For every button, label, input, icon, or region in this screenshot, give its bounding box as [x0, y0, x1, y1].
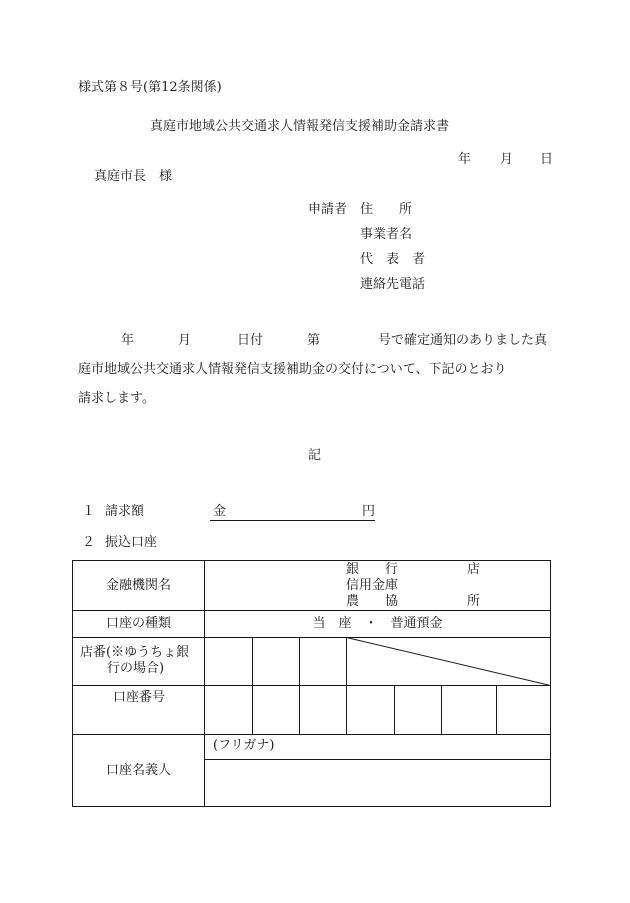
body-line2: 庭市地域公共交通求人情報発信支援補助金の交付について、下記のとおり: [78, 362, 507, 377]
table-label-divider: [204, 560, 205, 807]
ki-heading: 記: [308, 448, 322, 463]
body-day: 日付: [237, 333, 264, 348]
bank-name-label: 金融機関名: [105, 577, 171, 593]
account-number-divider: [496, 685, 497, 734]
branch-box-divider: [346, 637, 347, 685]
furigana-label: (フリガナ): [213, 738, 275, 753]
table-row-divider: [72, 685, 551, 686]
item2-number: ２: [82, 535, 96, 550]
date-day: 日: [540, 152, 554, 167]
applicant-label: 申請者: [308, 202, 348, 217]
body-dai: 第: [307, 333, 321, 348]
account-number-divider: [346, 685, 347, 734]
date-year: 年: [458, 152, 472, 167]
account-number-divider: [441, 685, 442, 734]
branch-number-label-line2: 行の場合): [107, 661, 165, 676]
item2-label: 振込口座: [105, 535, 158, 550]
item1-kin: 金: [213, 504, 227, 519]
bank-type-branch: 店: [467, 562, 481, 577]
applicant-business-name-label: 事業者名: [360, 227, 413, 242]
account-number-label: 口座番号: [113, 690, 166, 705]
form-number: 様式第８号(第12条関係): [78, 80, 222, 95]
addressee: 真庭市長 様: [94, 169, 173, 184]
applicant-representative-label: 代 表 者: [360, 252, 426, 267]
bank-type-office: 所: [467, 594, 481, 609]
branch-number-label-line1: 店番(※ゆうちょ銀: [80, 645, 190, 660]
amount-underline: [210, 520, 375, 521]
item1-en: 円: [362, 504, 376, 519]
body-year: 年: [121, 333, 135, 348]
applicant-address-label: 住 所: [360, 202, 413, 217]
furigana-divider: [204, 759, 551, 760]
bank-type-nokyo: 農 協: [346, 594, 399, 609]
body-line1-tail: 号で確定通知のありました真: [378, 333, 548, 348]
account-holder-label: 口座名義人: [105, 762, 171, 778]
body-line3: 請求します。: [78, 391, 155, 406]
table-border-bottom: [72, 806, 551, 807]
bank-type-shinkin: 信用金庫: [346, 578, 399, 593]
branch-box-divider: [299, 637, 300, 685]
applicant-contact-phone-label: 連絡先電話: [360, 277, 426, 292]
account-type-label: 口座の種類: [105, 616, 171, 631]
account-number-divider: [299, 685, 300, 734]
account-number-divider: [252, 685, 253, 734]
item1-number: １: [82, 504, 96, 519]
item1-label: 請求額: [105, 504, 145, 519]
body-month: 月: [178, 333, 192, 348]
table-row-divider: [72, 637, 551, 638]
table-border-right: [550, 560, 551, 807]
account-number-divider: [394, 685, 395, 734]
bank-type-bank: 銀 行: [346, 562, 399, 577]
date-month: 月: [500, 152, 514, 167]
account-type-options: 当 座 ・ 普通預金: [312, 616, 443, 631]
document-title: 真庭市地域公共交通求人情報発信支援補助金請求書: [150, 119, 450, 134]
branch-box-divider: [252, 637, 253, 685]
